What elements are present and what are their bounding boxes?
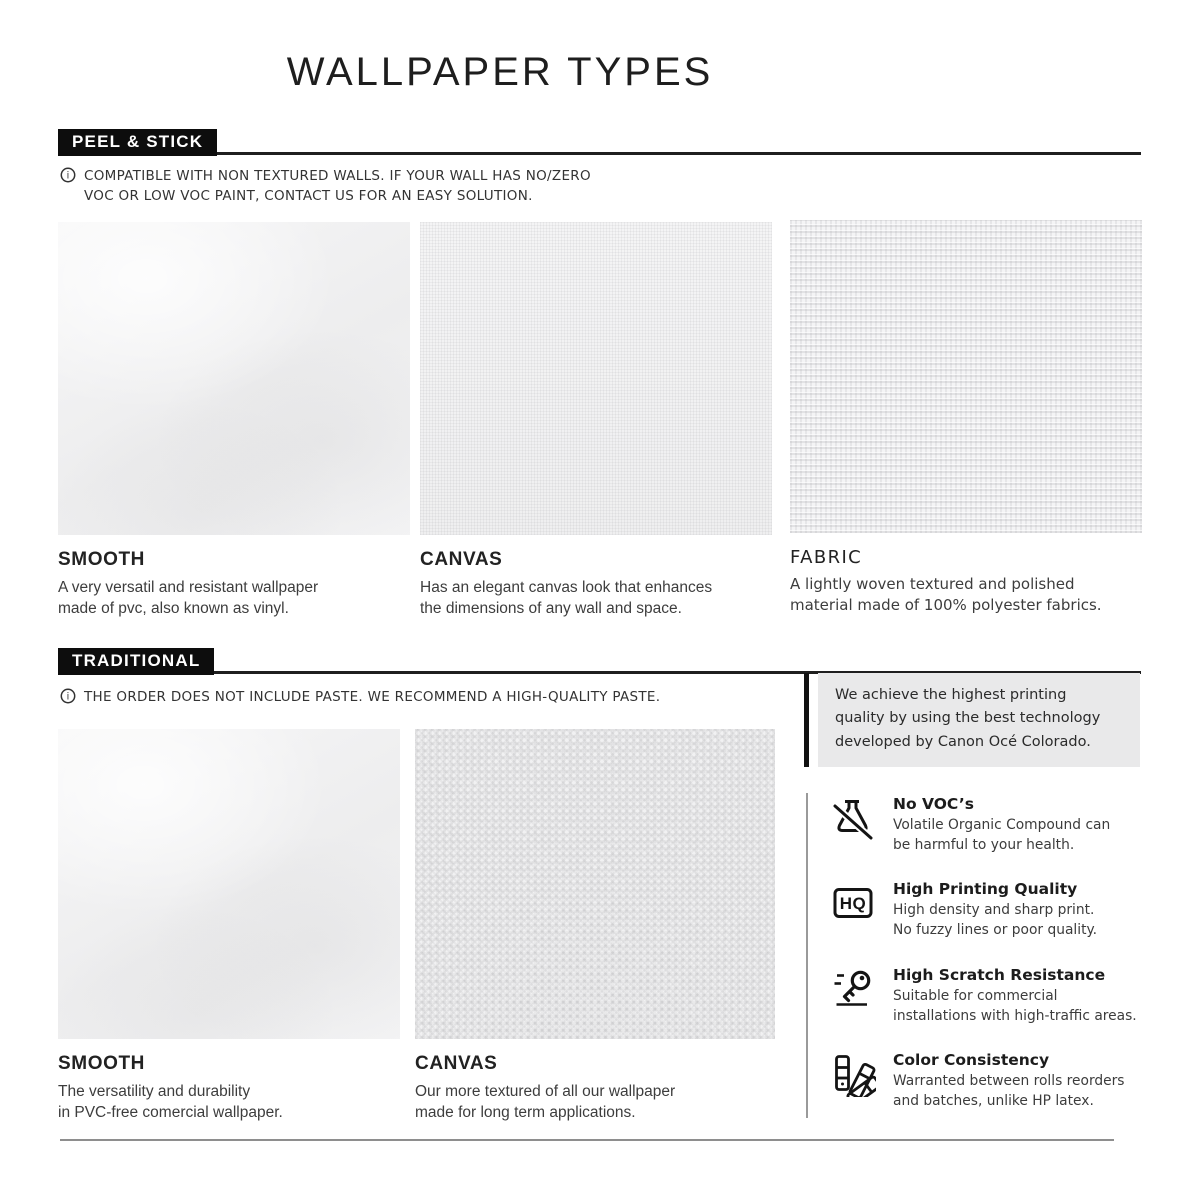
- feature-body-line: No fuzzy lines or poor quality.: [893, 921, 1098, 938]
- swatch-image-canvas: [420, 222, 772, 535]
- swatch-desc-line: Has an elegant canvas look that enhances: [420, 579, 713, 596]
- note-line: THE ORDER DOES NOT INCLUDE PASTE. WE RECOMMEND A HIGH-QUALITY PASTE.: [84, 689, 661, 705]
- feature-body-line: Volatile Organic Compound can: [893, 817, 1111, 833]
- swatch-name: SMOOTH: [58, 1053, 145, 1074]
- quote-line: We achieve the highest printing: [835, 687, 1067, 703]
- quote-accent-bar: [804, 673, 809, 767]
- feature-body-line: installations with high-traffic areas.: [893, 1007, 1137, 1024]
- features-divider-line: [806, 793, 808, 1118]
- info-circle-icon: [60, 167, 76, 207]
- section-badge-peel-stick: PEEL & STICK: [58, 129, 217, 156]
- swatch-card-peel-canvas: [420, 222, 772, 620]
- color-swatchbook-icon: [830, 1051, 876, 1097]
- feature-title: No VOC’s: [893, 795, 974, 813]
- quote-line: developed by Canon Océ Colorado.: [835, 733, 1091, 750]
- svg-text:i: i: [66, 691, 70, 703]
- section-badge-traditional: TRADITIONAL: [58, 648, 214, 675]
- swatch-desc-line: Our more textured of all our wallpaper: [415, 1083, 676, 1100]
- note-line: VOC OR LOW VOC PAINT, CONTACT US FOR AN EASY SOLUTION.: [84, 188, 533, 205]
- swatch-name: CANVAS: [415, 1053, 498, 1074]
- feature-high-printing-quality: [830, 880, 1097, 940]
- swatch-image-smooth: [58, 729, 400, 1039]
- swatch-card-traditional-smooth: [58, 729, 400, 1124]
- feature-high-scratch-resistance: [830, 966, 1137, 1026]
- printing-quality-quote: [818, 673, 1140, 767]
- svg-text:i: i: [66, 170, 70, 182]
- feature-title: Color Consistency: [893, 1051, 1050, 1069]
- note-traditional: [60, 687, 660, 707]
- swatch-name: FABRIC: [790, 547, 863, 568]
- note-peel-stick: [60, 166, 591, 207]
- key-scratch-icon: [830, 966, 876, 1012]
- swatch-image-fabric: [790, 220, 1142, 533]
- section-divider: [58, 152, 1141, 155]
- hq-badge-icon: [830, 880, 876, 926]
- swatch-desc-line: The versatility and durability: [58, 1083, 251, 1100]
- page-title: WALLPAPER TYPES: [286, 50, 714, 94]
- swatch-desc-line: in PVC-free comercial wallpaper.: [58, 1104, 283, 1122]
- feature-body-line: be harmful to your health.: [893, 836, 1075, 853]
- swatch-desc-line: material made of 100% polyester fabrics.: [790, 595, 1102, 614]
- swatch-name: CANVAS: [420, 549, 503, 570]
- swatch-desc-line: made for long term applications.: [415, 1104, 636, 1122]
- swatch-image-canvas: [415, 729, 775, 1039]
- feature-no-voc: [830, 795, 1110, 855]
- swatch-card-peel-fabric: [790, 220, 1142, 615]
- swatch-desc-line: made of pvc, also known as vinyl.: [58, 600, 289, 618]
- feature-color-consistency: [830, 1051, 1125, 1111]
- swatch-card-peel-smooth: [58, 222, 410, 620]
- swatch-card-traditional-canvas: [415, 729, 775, 1124]
- feature-body-line: Warranted between rolls reorders: [893, 1073, 1125, 1089]
- quote-line: quality by using the best technology: [835, 710, 1101, 727]
- note-line: COMPATIBLE WITH NON TEXTURED WALLS. IF YOUR WALL HAS NO/ZERO: [84, 168, 591, 184]
- feature-body-line: and batches, unlike HP latex.: [893, 1092, 1094, 1109]
- svg-text:HQ: HQ: [839, 894, 867, 913]
- swatch-name: SMOOTH: [58, 549, 145, 570]
- swatch-desc-line: the dimensions of any wall and space.: [420, 600, 682, 618]
- feature-body-line: Suitable for commercial: [893, 988, 1058, 1004]
- feature-title: High Scratch Resistance: [893, 966, 1106, 984]
- info-circle-icon: [60, 688, 76, 707]
- feature-body-line: High density and sharp print.: [893, 902, 1095, 918]
- no-voc-flask-icon: [830, 795, 876, 841]
- feature-title: High Printing Quality: [893, 880, 1078, 898]
- footer-divider: [60, 1139, 1114, 1141]
- swatch-desc-line: A lightly woven textured and polished: [790, 575, 1075, 593]
- swatch-desc-line: A very versatil and resistant wallpaper: [58, 579, 319, 596]
- swatch-image-smooth: [58, 222, 410, 535]
